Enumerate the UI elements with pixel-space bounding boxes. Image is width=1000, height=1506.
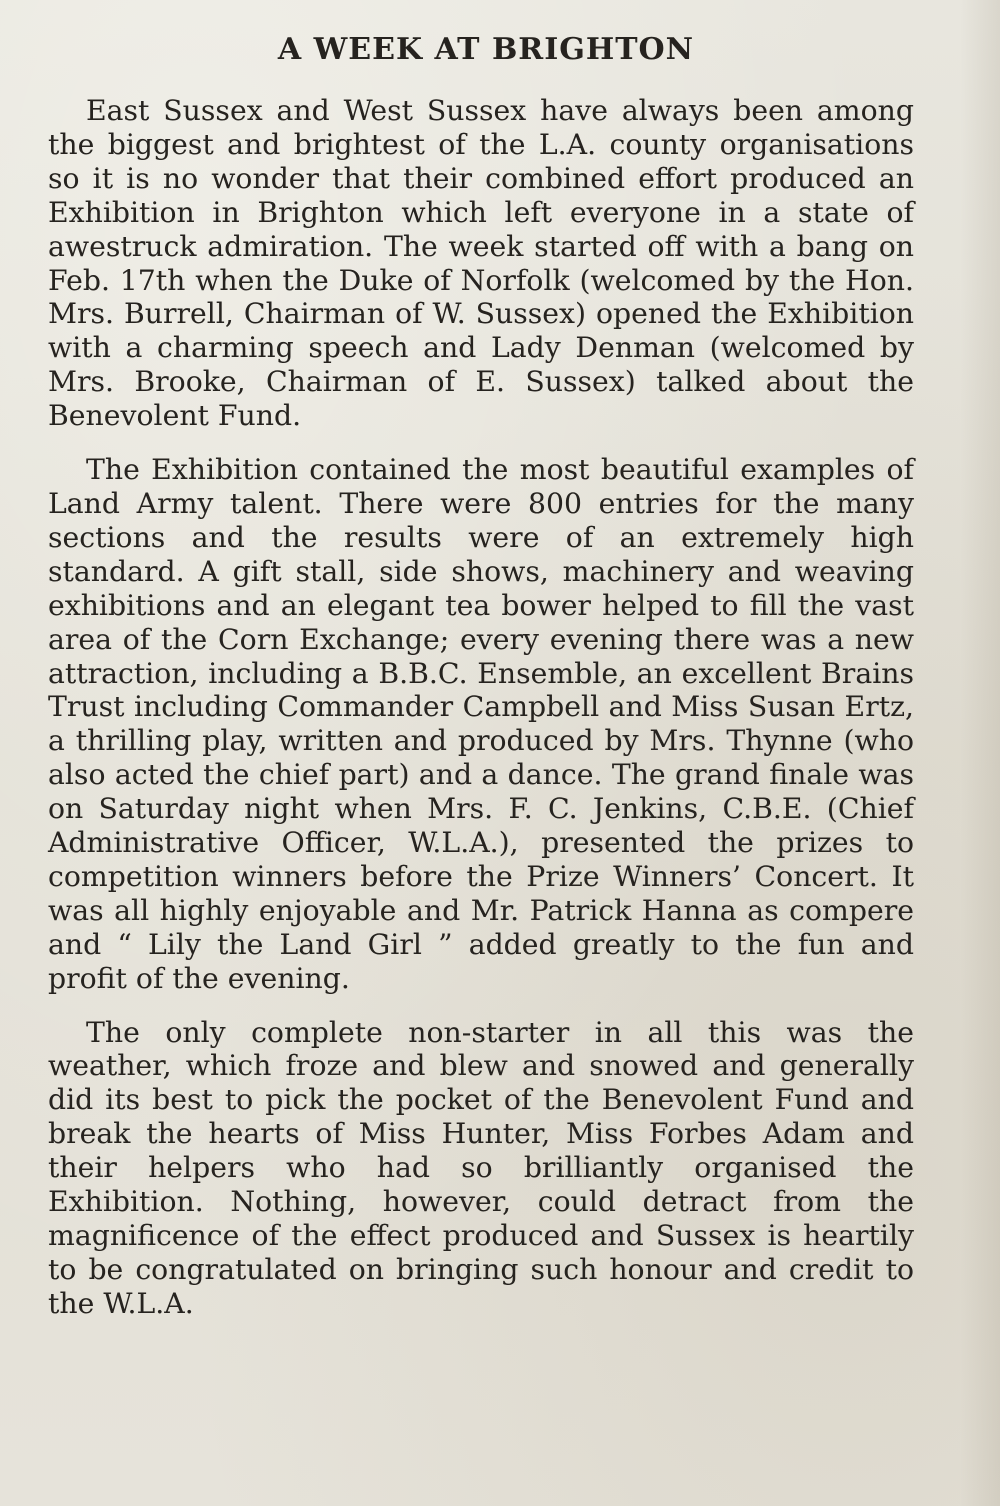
article-paragraph-1: East Sussex and West Sussex have always been among the biggest and brightest of the L.A. county organisations so it is no wonder that their combined effort produced an Exhibition in Brighton which left everyone in a state of awestruck admiration. The week started off with a bang on Feb. 17th when the Duke of Norfolk (welcomed by the Hon. Mrs. Burrell, Chairman of W. Sussex) opened the Exhibition with a charming speech and Lady Denman (welcomed by Mrs. Brooke, Chairman of E. Sussex) talked about the Benevolent Fund. (48, 94, 914, 433)
article-title: A WEEK AT BRIGHTON (277, 32, 695, 67)
article-paragraph-2: The Exhibition contained the most beautiful examples of Land Army talent. There were 800 entries for the many sections and the results were of an extremely high standard. A gift stall, side shows, machinery and weaving exhibitions and an elegant tea bower helped to fill the vast area of the Corn Exchange; every evening there was a new attraction, including a B.B.C. Ensemble, an excellent Brains Trust including Commander Campbell and Miss Susan Ertz, a thrilling play, written and produced by Mrs. Thynne (who also acted the chief part) and a dance. The grand finale was on Saturday night when Mrs. F. C. Jenkins, C.B.E. (Chief Administrative Officer, W.L.A.), presented the prizes to competition winners before the Prize Winners’ Concert. It was all highly enjoyable and Mr. Patrick Hanna as compere and “ Lily the Land Girl ” added greatly to the fun and profit of the evening. (48, 453, 914, 995)
article-paragraph-3: The only complete non-starter in all this was the weather, which froze and blew and snowed and generally did its best to pick the pocket of the Benevolent Fund and break the hearts of Miss Hunter, Miss Forbes Adam and their helpers who had so brilliantly organised the Exhibition. Nothing, however, could detract from the magnificence of the effect produced and Sussex is heartily to be congratulated on bringing such honour and credit to the W.L.A. (48, 1015, 914, 1320)
